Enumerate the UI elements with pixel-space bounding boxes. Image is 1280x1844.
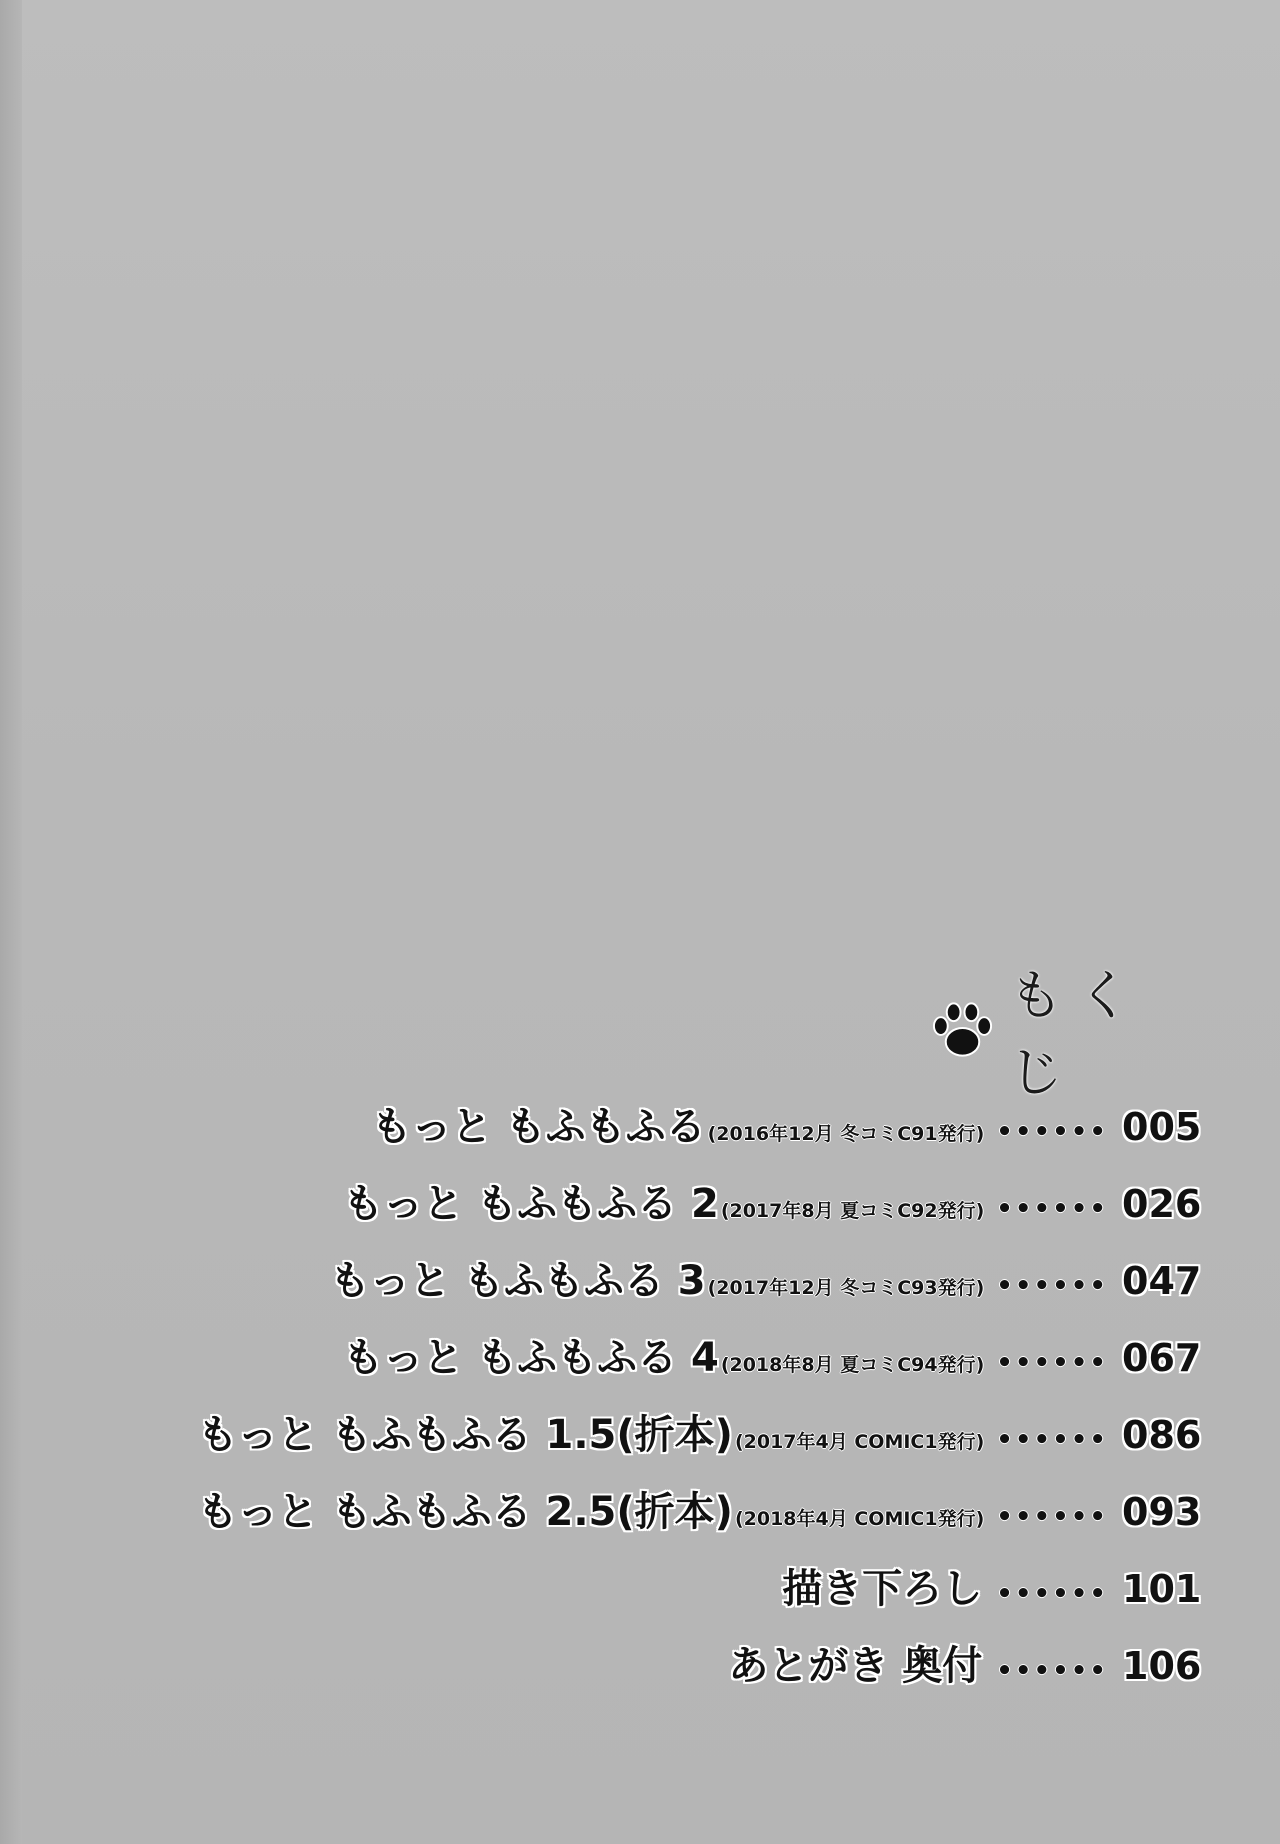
entry-page-number: 067	[1122, 1336, 1202, 1380]
entry-title: もっと もふもふる 3	[329, 1258, 706, 1304]
toc-entry	[100, 1095, 1200, 1172]
entry-title: もっと もふもふる 1.5(折本)	[197, 1412, 733, 1458]
entry-note: (2017年12月 冬コミC93発行)	[707, 1277, 985, 1299]
entry-page-number: 026	[1122, 1182, 1202, 1226]
dot-leader: ••••••	[996, 1271, 1108, 1301]
entry-page-number: 101	[1122, 1567, 1202, 1611]
dot-leader: ••••••	[996, 1117, 1108, 1147]
entry-title: もっと もふもふる 2.5(折本)	[197, 1489, 733, 1535]
entry-title: もっと もふもふる	[371, 1104, 706, 1150]
table-of-contents	[100, 1095, 1200, 1711]
toc-entry	[100, 1249, 1200, 1326]
entry-page-number: 005	[1122, 1105, 1202, 1149]
entry-title: もっと もふもふる 4	[343, 1335, 719, 1381]
entry-page-number: 086	[1122, 1413, 1202, 1457]
toc-entry	[100, 1634, 1200, 1711]
toc-entry	[100, 1403, 1200, 1480]
entry-title: 描き下ろし	[782, 1566, 983, 1612]
toc-entry	[100, 1326, 1200, 1403]
entry-page-number: 047	[1122, 1259, 1202, 1303]
entry-page-number: 093	[1122, 1490, 1202, 1534]
dot-leader: ••••••	[996, 1194, 1108, 1224]
dot-leader: ••••••	[996, 1579, 1108, 1609]
entry-note: (2017年4月 COMIC1発行)	[734, 1431, 985, 1453]
entry-note: (2016年12月 冬コミC91発行)	[707, 1123, 985, 1145]
toc-entry	[100, 1480, 1200, 1557]
entry-note: (2017年8月 夏コミC92発行)	[720, 1200, 985, 1222]
toc-entry	[100, 1557, 1200, 1634]
entry-note: (2018年4月 COMIC1発行)	[734, 1508, 985, 1530]
page-binding-edge	[0, 0, 22, 1844]
dot-leader: ••••••	[996, 1425, 1108, 1455]
entry-note: (2018年8月 夏コミC94発行)	[720, 1354, 985, 1376]
entry-title: あとがき 奥付	[728, 1643, 983, 1689]
dot-leader: ••••••	[996, 1502, 1108, 1532]
dot-leader: ••••••	[996, 1348, 1108, 1378]
paw-icon	[930, 997, 995, 1063]
entry-title: もっと もふもふる 2	[343, 1181, 719, 1227]
toc-heading	[930, 964, 1210, 1104]
dot-leader: ••••••	[996, 1656, 1108, 1686]
entry-page-number: 106	[1122, 1644, 1202, 1688]
toc-title: もくじ	[1009, 964, 1146, 1104]
toc-entry	[100, 1172, 1200, 1249]
